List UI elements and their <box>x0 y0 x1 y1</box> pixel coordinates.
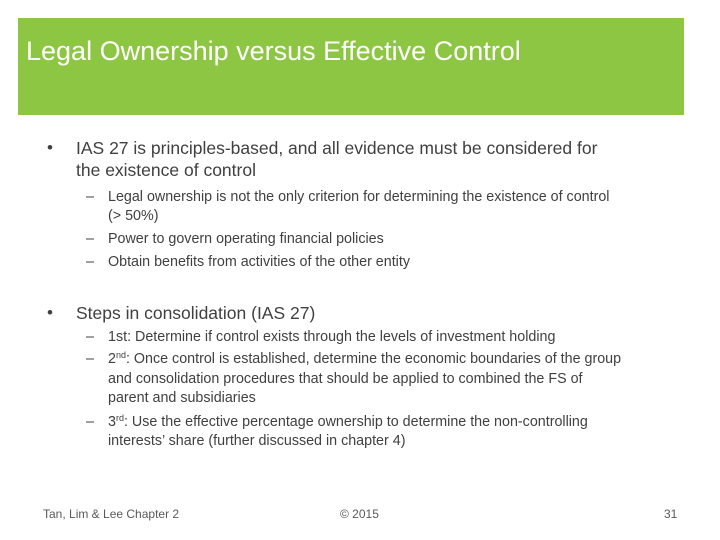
sub-bullet-text: Power to govern operating financial policies <box>108 231 384 247</box>
step-text: : Use the effective percentage ownership to determine the non-controlling <box>123 414 588 430</box>
sub-bullet-text <box>108 413 588 433</box>
step-ordinal: rd <box>115 413 124 423</box>
bullet-text: IAS 27 is principles-based, and all evidence must be considered for <box>76 138 598 158</box>
sub-bullet-text: interests’ share (further discussed in chapter 4) <box>108 433 406 449</box>
sub-bullet-marker: – <box>86 254 94 270</box>
bullet-marker: • <box>47 138 53 157</box>
footer-copyright: © 2015 <box>340 507 379 521</box>
sub-bullet-marker: – <box>86 189 94 205</box>
sub-bullet-text: Obtain benefits from activities of the other entity <box>108 254 410 270</box>
sub-bullet-text: Legal ownership is not the only criterion for determining the existence of control <box>108 189 610 205</box>
bullet-marker: • <box>47 303 53 322</box>
bullet-text: the existence of control <box>76 160 256 180</box>
sub-bullet-text: 1st: Determine if control exists through the levels of investment holding <box>108 329 556 345</box>
step-text: : Once control is established, determine the economic boundaries of the group <box>125 351 622 367</box>
step-number: 3 <box>108 414 116 430</box>
sub-bullet-marker: – <box>86 414 94 430</box>
sub-bullet-text: and consolidation procedures that should be applied to combined the FS of <box>108 371 583 387</box>
bullet-text: Steps in consolidation (IAS 27) <box>76 303 316 323</box>
sub-bullet-text <box>108 350 621 370</box>
sub-bullet-marker: – <box>86 329 94 345</box>
page-number: 31 <box>664 507 678 521</box>
sub-bullet-text: (> 50%) <box>108 208 159 224</box>
slide-title: Legal Ownership versus Effective Control <box>26 36 521 66</box>
step-number: 2 <box>108 351 116 367</box>
sub-bullet-marker: – <box>86 351 94 367</box>
sub-bullet-marker: – <box>86 231 94 247</box>
sub-bullet-text: parent and subsidiaries <box>108 390 256 406</box>
footer-source: Tan, Lim & Lee Chapter 2 <box>43 507 180 521</box>
step-ordinal: nd <box>115 350 126 360</box>
